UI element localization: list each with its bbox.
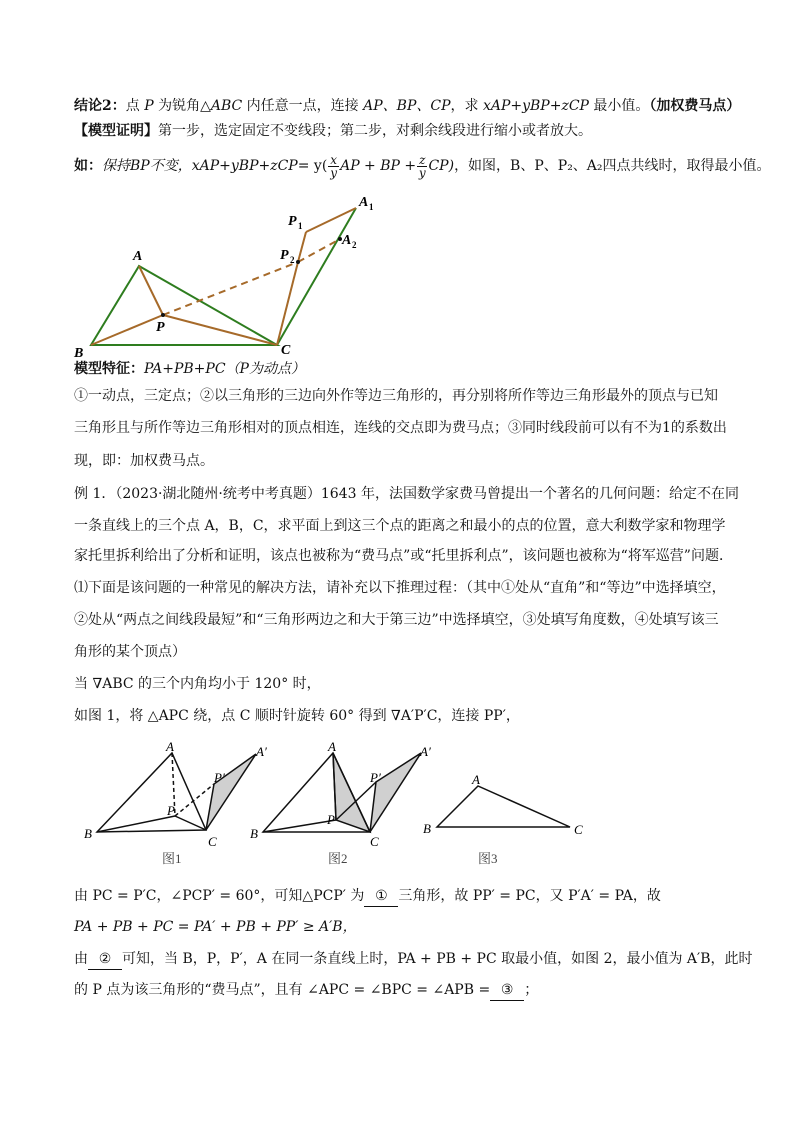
fig2-label-aprime: A′ (420, 744, 431, 759)
example-line (74, 152, 771, 180)
fig2-shaded-triangle (370, 753, 421, 832)
reasoning-text: 由 (74, 951, 88, 967)
dashed-line-p-p2 (163, 262, 298, 315)
figure-2 (250, 739, 431, 866)
example1-line-1: 例 1．（2023·湖北随州·统考中考真题）1643 年，法国数学家费马曾提出一个著名的几何问题：给定不在同 (74, 486, 739, 502)
features-para-3: 现，即：加权费马点。 (74, 453, 214, 469)
example-label: 如： (74, 158, 102, 174)
reasoning-line-2: PA + PB + PC = PA′ + PB + PP′ ≥ A′B， (74, 919, 357, 935)
example1-line-8: 如图 1，将 △APC 绕，点 C 顺时针旋转 60° 得到 ∇A′P′C，连接 PP′， (74, 708, 520, 724)
reasoning-text: 三角形，故 PP′ = PC，又 P′A′ = PA，故 (398, 888, 661, 904)
label-p2: P (280, 248, 289, 263)
example1-line-5: ②处从“两点之间线段最短”和“三角形两边之和大于第三边”中选择填空，③处填写角度数，④处填写该三 (74, 612, 719, 628)
features-para-2: 三角形且与所作等边三角形相对的顶点相连，连线的交点即为费马点；③同时线段前可以有不为1的系数出 (74, 420, 727, 436)
fig1-label-b: B (84, 826, 92, 841)
fig1-label-aprime: A′ (256, 744, 267, 759)
point-p-dot (161, 313, 165, 317)
segment-c-p2 (277, 262, 298, 345)
blank-3[interactable]: ③ (490, 980, 524, 1001)
conclusion-var: P (144, 98, 154, 114)
label-a2: A (342, 233, 352, 248)
fig3-label-c: C (574, 822, 583, 837)
features-text: PA+PB+PC（P为动点） (144, 361, 305, 377)
segment-bp (91, 315, 163, 345)
fig1-shaded-triangle (206, 754, 256, 830)
dashed-line-p2-a2 (298, 239, 340, 262)
proof-label: 【模型证明】 (74, 123, 158, 139)
segment-pc (163, 315, 277, 345)
frac-den: y (330, 165, 338, 180)
figure-3 (423, 772, 583, 866)
frac-num: x (330, 152, 338, 167)
fig1-label-pprime: P′ (214, 770, 225, 785)
conclusion-tag: （加权费马点） (649, 98, 741, 114)
frac-den: y (418, 165, 426, 180)
fig2-label-b: B (250, 826, 258, 841)
conclusion-var: AP、BP、CP (363, 98, 451, 114)
reasoning-line-4 (74, 980, 538, 1001)
reasoning-text: ； (524, 982, 539, 998)
features-label: 模型特征： (74, 361, 144, 377)
conclusion-text: 内任意一点，连接 (242, 98, 364, 114)
example1-line-3: 家托里拆利给出了分析和证明，该点也被称为“费马点”或“托里拆利点”，该问题也被称为“将军巡营”问题． (74, 548, 733, 564)
fig2-label-a: A (328, 739, 336, 754)
figure-weighted-fermat (70, 192, 390, 362)
conclusion-text: 点 (125, 98, 145, 114)
conclusion-label: 结论2： (74, 98, 126, 114)
figure-1 (84, 739, 267, 866)
reasoning-line-1 (74, 886, 661, 907)
fig1-label-c: C (208, 834, 217, 849)
label-p2-sub: 2 (290, 255, 295, 265)
conclusion-text: 为锐角△ (153, 98, 211, 114)
fig3-caption: 图3 (478, 851, 498, 866)
conclusion-line (74, 96, 740, 116)
label-p: P (156, 320, 165, 335)
conclusion-text: 最小值。 (588, 98, 650, 114)
fig1-caption: 图1 (162, 851, 182, 866)
reasoning-text: 的 P 点为该三角形的“费马点”，且有 ∠APC = ∠BPC = ∠APB = (74, 982, 491, 998)
segment-p2-p1 (298, 232, 306, 262)
point-p2-dot (296, 260, 300, 264)
figure-rotation-set (80, 738, 600, 872)
example1-line-2: 一条直线上的三个点 A，B，C，求平面上到这三个点的距离之和最小的点的位置，意大利数学家和物理学 (74, 518, 726, 534)
reasoning-text: 可知，当 B，P，P′，A 在同一条直线上时，PA + PB + PC 取最小值，如图 2，最小值为 A′B，此时 (122, 951, 753, 967)
example1-line-7: 当 ∇ABC 的三个内角均小于 120° 时， (74, 676, 321, 692)
features-para-1: ①一动点，三定点；②以三角形的三边向外作等边三角形的，再分别将所作等边三角形最外的顶点与已知 (74, 388, 718, 404)
example-text: 保持BP不变， (102, 158, 192, 174)
proof-text: 第一步，选定固定不变线段；第二步，对剩余线段进行缩小或者放大。 (158, 123, 592, 139)
reasoning-line-3 (74, 949, 753, 970)
label-b: B (74, 346, 84, 361)
label-p1: P (288, 214, 297, 229)
fig3-label-a: A (472, 772, 480, 787)
example1-line-4: ⑴下面是该问题的一种常见的解决方法，请补充以下推理过程：（其中①处从“直角”和“等边”中选择填空， (74, 580, 726, 596)
fig1-label-a: A (166, 739, 174, 754)
example1-line-6: 角形的某个顶点） (74, 644, 186, 660)
fig2-label-pprime: P′ (370, 770, 381, 785)
fig3-label-b: B (423, 821, 431, 836)
fraction-z-over-y (417, 154, 427, 179)
example-expr: AP + BP + (340, 158, 417, 174)
reasoning-text: 由 PC = P′C，∠PCP′ = 60°，可知△PCP′ 为 (74, 888, 365, 904)
label-a: A (133, 249, 143, 264)
fig2-caption: 图2 (328, 851, 348, 866)
label-a2-sub: 2 (352, 240, 357, 250)
frac-num: z (419, 152, 426, 167)
label-a1-sub: 1 (369, 202, 374, 212)
label-a1: A (359, 195, 369, 210)
label-c: C (281, 343, 291, 358)
conclusion-expr: xAP+yBP+zCP (482, 98, 589, 114)
example-text: ，如图，B、P、P₂、A₂四点共线时，取得最小值。 (454, 158, 771, 174)
fraction-x-over-y (328, 154, 339, 179)
conclusion-var: ABC (210, 98, 243, 114)
blank-1[interactable]: ① (364, 886, 398, 907)
example-eq: = y( (297, 158, 328, 174)
features-line (74, 359, 305, 379)
fig2-label-p: P (327, 812, 335, 827)
proof-line (74, 121, 592, 141)
conclusion-text: ，求 (450, 98, 483, 114)
label-p1-sub: 1 (298, 221, 303, 231)
blank-2[interactable]: ② (88, 949, 122, 970)
fig1-label-p: P (167, 803, 175, 818)
fig2-label-c: C (370, 834, 379, 849)
example-expr: CP) (428, 158, 455, 174)
example-expr: xAP+yBP+zCP (191, 158, 298, 174)
